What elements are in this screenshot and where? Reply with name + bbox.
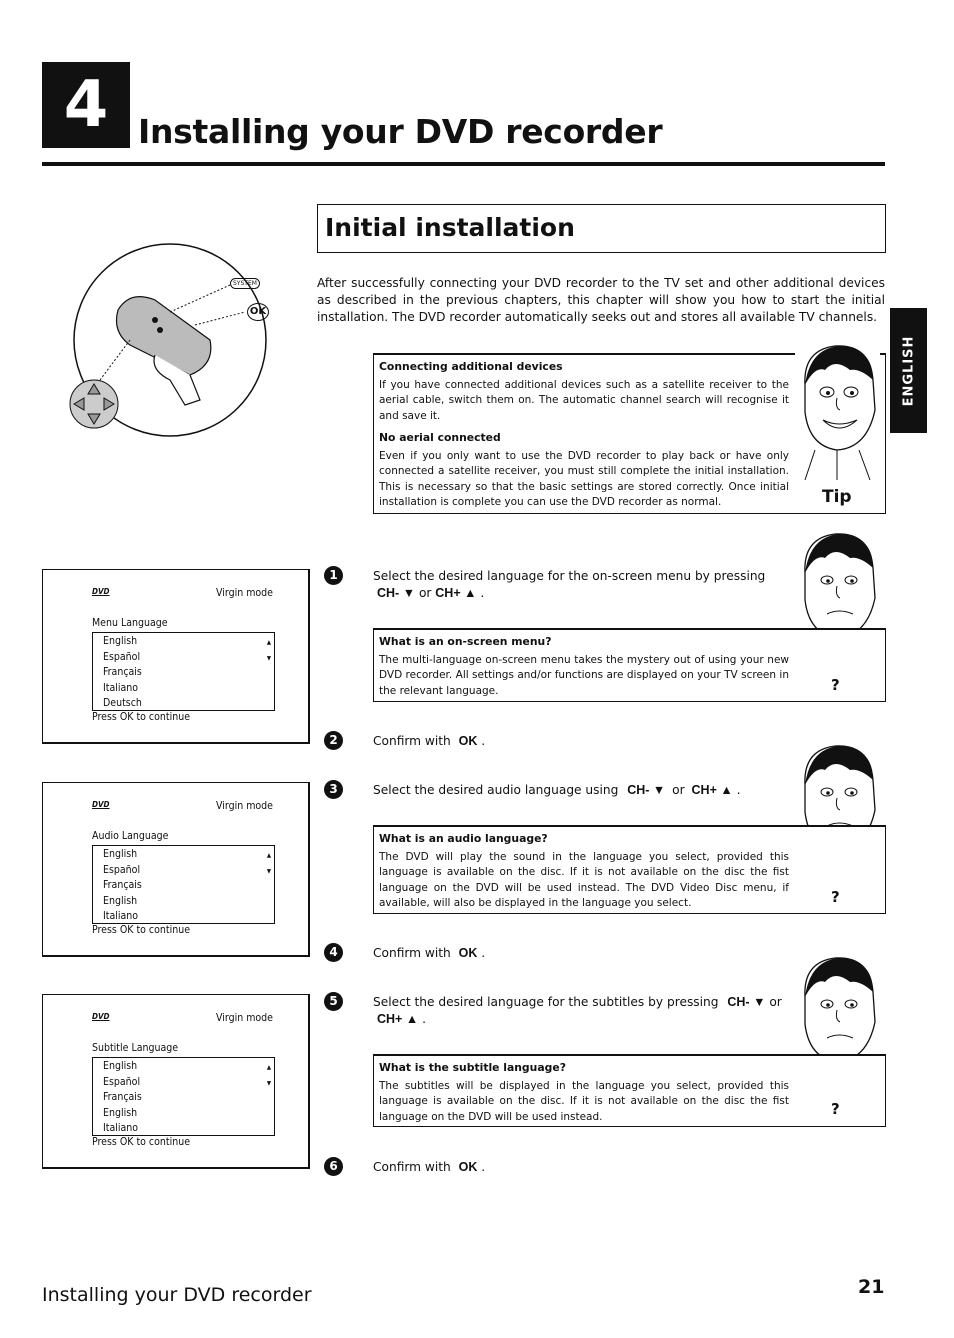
step-text-1: Select the desired language for the on-screen menu by pressing CH- ▼ or CH+ ▲ . — [373, 569, 766, 600]
osd-language-list — [92, 845, 275, 924]
osd-audio-language — [42, 782, 310, 957]
osd-mode: Virgin mode — [216, 800, 273, 812]
chapter-title: Installing your DVD recorder — [138, 112, 663, 151]
step-number-2: 2 — [324, 731, 343, 750]
ch-up-key: CH+ ▲ — [377, 1012, 419, 1026]
intro-paragraph: After successfully connecting your DVD recorder to the TV set and other additional devices as described in the previous chapters, this chapter will show you how to start the initial installation. The DVD recorder automatically seeks out and stores all available TV channels. — [317, 276, 885, 324]
list-item: Deutsch — [103, 697, 142, 709]
info-box-1: What is an on-screen menu? The multi-language on-screen menu takes the mystery out of using your new DVD recorder. All settings and/or functions are displayed on your TV screen in the relevant language. — [373, 628, 886, 702]
ch-down-key: CH- ▼ — [377, 586, 416, 600]
tip-heading-2: No aerial connected — [379, 431, 501, 444]
osd-language-list — [92, 632, 275, 711]
dvd-logo-icon: DVD — [92, 1012, 110, 1021]
osd-heading: Menu Language — [92, 617, 168, 629]
list-item: English — [103, 635, 138, 647]
step-number-5: 5 — [324, 992, 343, 1011]
osd-heading: Subtitle Language — [92, 1042, 179, 1054]
osd-language-list — [92, 1057, 275, 1136]
list-item: English — [103, 1106, 138, 1119]
chapter-number: 4 — [42, 62, 130, 148]
system-button-label: SYSTEM — [230, 278, 260, 289]
header-rule — [42, 162, 885, 166]
tip-heading-1: Connecting additional devices — [379, 360, 563, 373]
step-text-5: Select the desired language for the subtitles by pressing CH- ▼ or CH+ ▲ . — [373, 995, 782, 1026]
up-down-arrows-icon: ▲ ▼ — [266, 852, 271, 875]
up-down-arrows-icon: ▲ ▼ — [266, 1064, 271, 1087]
section-title: Initial installation — [317, 204, 886, 253]
osd-continue-hint: Press OK to continue — [92, 711, 191, 723]
list-item: Italiano — [103, 681, 139, 694]
list-item: Français — [103, 1091, 142, 1103]
info-box-3: What is the subtitle language? The subtitles will be displayed in the language you select, provided this language is available on the disc. If it is not available on the disc the fist language on the DVD will be used instead. — [373, 1054, 886, 1127]
step-text-2: Confirm with OK . — [373, 734, 486, 748]
step-text-6: Confirm with OK . — [373, 1160, 486, 1174]
ch-up-key: CH+ ▲ — [691, 783, 733, 797]
list-item: Español — [103, 650, 141, 663]
page-number: 21 — [858, 1276, 885, 1298]
language-side-tab: ENGLISH — [890, 308, 927, 433]
ok-key: OK — [458, 734, 478, 748]
step-text-3: Select the desired audio language using CH- ▼ or CH+ ▲ . — [373, 783, 741, 797]
step-number-6: 6 — [324, 1157, 343, 1176]
question-mark-2: ? — [831, 888, 840, 906]
question-mark-1: ? — [831, 676, 840, 694]
info-box-2: What is an audio language? The DVD will play the sound in the language you select, provided this language is available on the disc. If it is not available on the disc the fist language on the DVD will be used instead. The DVD Video Disc menu, if available, will also be displayed in the language you select. — [373, 825, 886, 914]
footer-title: Installing your DVD recorder — [42, 1284, 312, 1306]
list-item: Español — [103, 1075, 141, 1088]
list-item: English — [103, 848, 138, 860]
tip-label: Tip — [822, 487, 852, 507]
up-down-arrows-icon: ▲ ▼ — [266, 639, 271, 662]
list-item: Italiano — [103, 910, 139, 922]
question-mark-3: ? — [831, 1100, 840, 1118]
list-item: English — [103, 1060, 138, 1072]
ch-down-key: CH- ▼ — [627, 783, 666, 797]
ch-up-key: CH+ ▲ — [435, 586, 477, 600]
list-item: English — [103, 894, 138, 907]
osd-mode: Virgin mode — [216, 1012, 273, 1024]
tip-face-icon — [795, 340, 880, 484]
osd-menu-language — [42, 569, 310, 744]
tip-text-2: Even if you only want to use the DVD recorder to play back or have only connected a satellite receiver, you must still complete the initial installation. This is necessary so that the basic settings are stored correctly. Once initial installation is complete you can use the DVD recorder as normal. — [379, 449, 789, 508]
dvd-logo-icon: DVD — [92, 800, 110, 809]
osd-heading: Audio Language — [92, 830, 169, 842]
osd-mode: Virgin mode — [216, 587, 273, 599]
remote-control-icon — [60, 240, 290, 440]
step-text-4: Confirm with OK . — [373, 946, 486, 960]
osd-subtitle-language — [42, 994, 310, 1169]
tip-text-1: If you have connected additional devices such as a satellite receiver to the aerial cable, switch them on. The automatic channel search will recognise it and save it. — [379, 378, 789, 422]
osd-continue-hint: Press OK to continue — [92, 924, 191, 936]
list-item: Français — [103, 666, 142, 678]
remote-illustration — [60, 240, 290, 440]
ch-down-key: CH- ▼ — [727, 995, 766, 1009]
list-item: Italiano — [103, 1122, 139, 1134]
ok-key: OK — [458, 946, 478, 960]
list-item: Français — [103, 879, 142, 891]
list-item: Español — [103, 863, 141, 876]
dvd-logo-icon: DVD — [92, 587, 110, 596]
step-number-4: 4 — [324, 943, 343, 962]
ok-button-label: OK — [247, 303, 269, 321]
step-number-1: 1 — [324, 566, 343, 585]
step-number-3: 3 — [324, 780, 343, 799]
osd-continue-hint: Press OK to continue — [92, 1136, 191, 1148]
ok-key: OK — [458, 1160, 478, 1174]
